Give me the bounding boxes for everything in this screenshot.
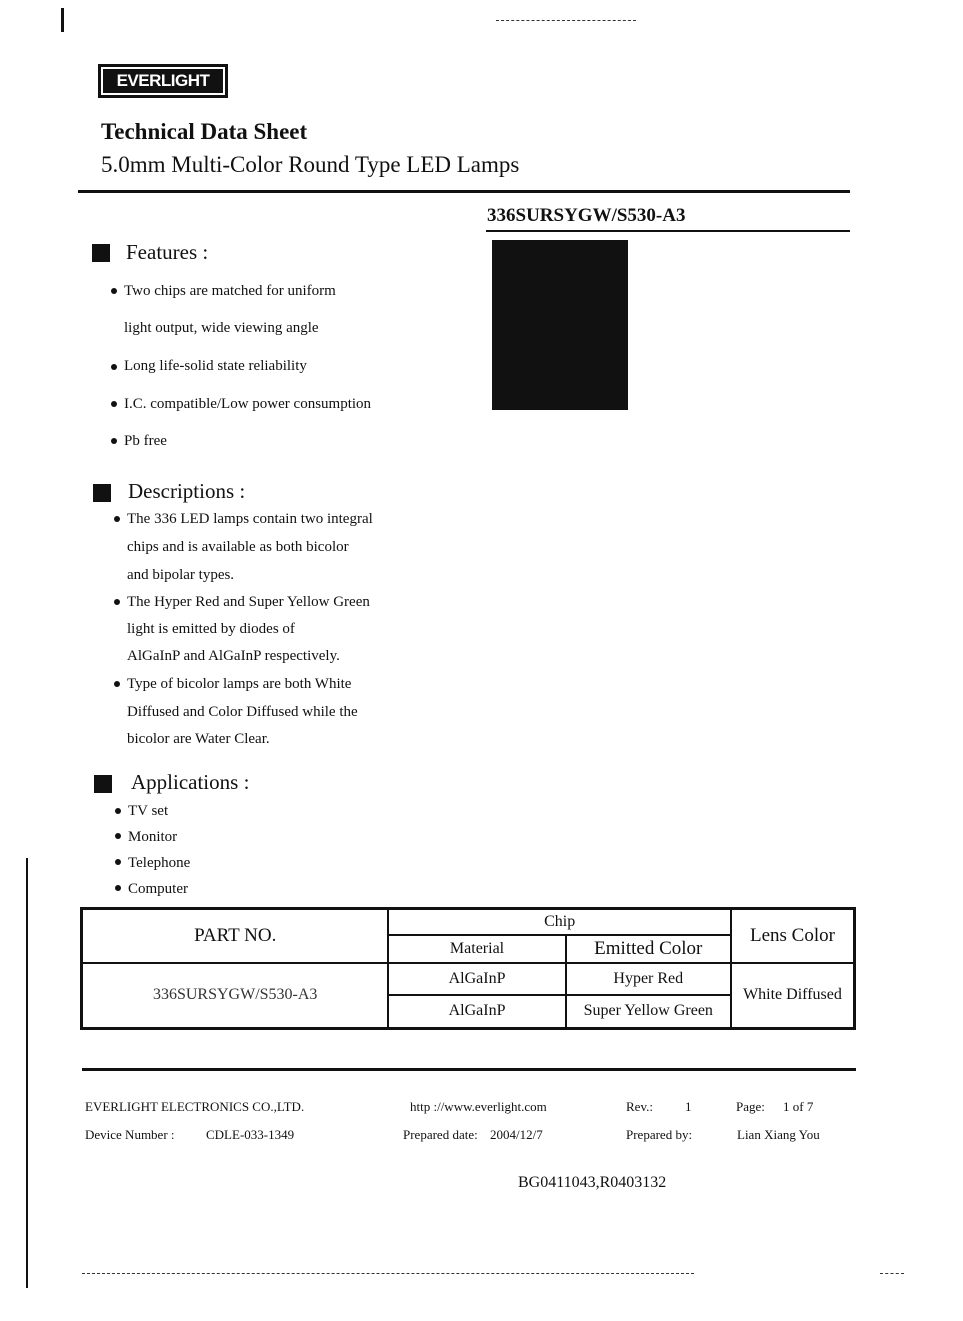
features-heading: Features : <box>126 240 209 264</box>
header-lens-color: Lens Color <box>731 909 855 963</box>
bullet-icon <box>111 364 117 370</box>
footer-company: EVERLIGHT ELECTRONICS CO.,LTD. <box>85 1099 305 1114</box>
cell-emitted-color: Hyper Red <box>566 963 731 995</box>
description-line: bicolor are Water Clear. <box>127 731 270 747</box>
part-number-rule <box>486 230 850 232</box>
document-subtitle: 5.0mm Multi-Color Round Type LED Lamps <box>101 152 520 177</box>
section-flag-icon <box>94 775 112 793</box>
footer-page-label: Page: <box>736 1099 765 1114</box>
section-square-icon <box>92 244 110 262</box>
bullet-icon <box>115 885 121 891</box>
descriptions-heading: Descriptions : <box>128 479 246 503</box>
scan-dash <box>82 1273 694 1275</box>
bullet-icon <box>111 438 117 444</box>
bullet-icon <box>115 833 121 839</box>
section-flag-icon <box>93 484 111 502</box>
header-emitted-color: Emitted Color <box>566 935 731 963</box>
footer-page-value: 1 of 7 <box>783 1099 814 1114</box>
description-line: AlGaInP and AlGaInP respectively. <box>127 648 340 664</box>
cell-material: AlGaInP <box>388 995 565 1029</box>
header-part-no: PART NO. <box>82 909 389 963</box>
bullet-icon <box>111 401 117 407</box>
scan-mark <box>26 858 28 1288</box>
application-item: Monitor <box>128 829 178 845</box>
scan-dash <box>496 20 636 22</box>
scan-dash <box>880 1273 904 1275</box>
product-photo <box>492 240 628 410</box>
description-line: The Hyper Red and Super Yellow Green <box>127 594 370 610</box>
footer-prepared-by-label: Prepared by: <box>626 1127 693 1142</box>
bullet-icon <box>115 808 121 814</box>
bullet-icon <box>114 516 120 522</box>
footer-rule <box>82 1068 856 1071</box>
bullet-icon <box>115 859 121 865</box>
document-title: Technical Data Sheet <box>101 119 308 144</box>
description-line: and bipolar types. <box>127 567 235 583</box>
feature-item: I.C. compatible/Low power consumption <box>124 396 372 412</box>
everlight-logo: EVERLIGHT <box>98 64 228 98</box>
application-item: TV set <box>128 803 169 819</box>
cell-material: AlGaInP <box>388 963 565 995</box>
description-line: Type of bicolor lamps are both White <box>127 676 352 692</box>
footer-prepared-date-label: Prepared date: <box>403 1127 478 1142</box>
footer-url: http ://www.everlight.com <box>410 1099 547 1114</box>
footer-device-value: CDLE-033-1349 <box>206 1127 295 1142</box>
header-material: Material <box>388 935 565 963</box>
cell-emitted-color: Super Yellow Green <box>566 995 731 1029</box>
description-line: light is emitted by diodes of <box>127 621 295 637</box>
feature-item: Long life-solid state reliability <box>124 358 307 374</box>
cell-part-no: 336SURSYGW/S530-A3 <box>82 963 389 1029</box>
cell-lens-color: White Diffused <box>731 963 855 1029</box>
applications-heading: Applications : <box>131 770 250 794</box>
bullet-icon <box>114 681 120 687</box>
header-rule <box>78 190 850 193</box>
header-chip: Chip <box>388 909 731 935</box>
application-item: Computer <box>128 881 188 897</box>
description-line: chips and is available as both bicolor <box>127 539 349 555</box>
footer-device-label: Device Number : <box>85 1127 175 1142</box>
spec-table <box>80 907 856 1030</box>
footer-rev-label: Rev.: <box>626 1099 653 1114</box>
part-number: 336SURSYGW/S530-A3 <box>487 205 686 226</box>
feature-item: Two chips are matched for uniform <box>124 283 336 299</box>
application-item: Telephone <box>128 855 191 871</box>
footer-prepared-by-value: Lian Xiang You <box>737 1127 820 1142</box>
description-line: The 336 LED lamps contain two integral <box>127 511 373 527</box>
scan-mark <box>61 8 64 32</box>
footer-prepared-date-value: 2004/12/7 <box>490 1127 543 1142</box>
feature-item: Pb free <box>124 433 167 449</box>
description-line: Diffused and Color Diffused while the <box>127 704 358 720</box>
document-code: BG0411043,R0403132 <box>518 1174 667 1191</box>
bullet-icon <box>111 288 117 294</box>
bullet-icon <box>114 599 120 605</box>
footer-rev-value: 1 <box>685 1099 692 1114</box>
feature-item: light output, wide viewing angle <box>124 320 319 336</box>
